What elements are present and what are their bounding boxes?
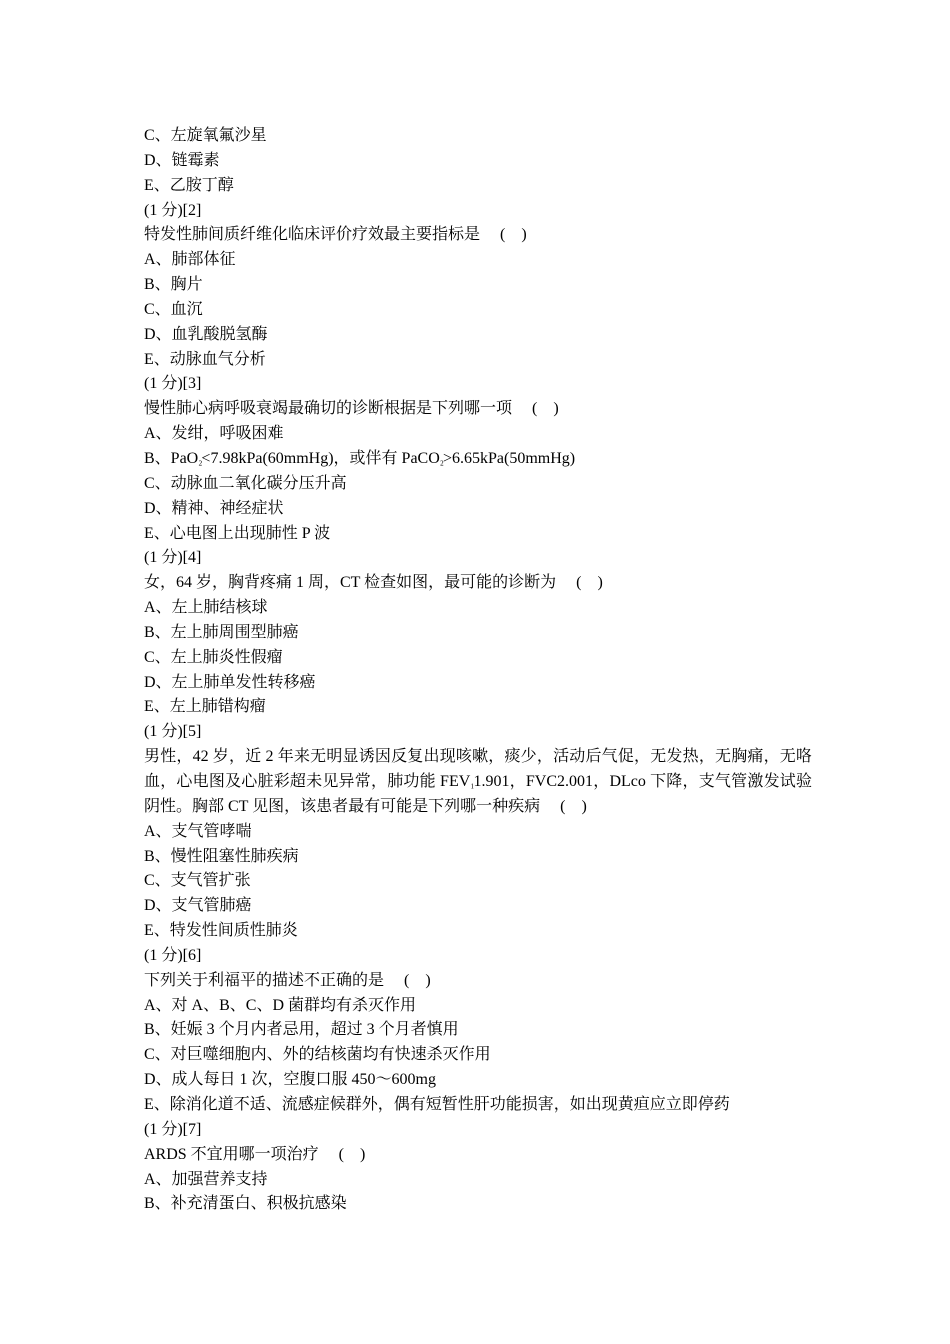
- question-stem: ARDS 不宜用哪一项治疗 ( ): [144, 1145, 366, 1163]
- option-b-text: <7.98kPa(60mmHg)，或伴有 PaCO: [201, 450, 440, 468]
- option-e: E、心电图上出现肺性 P 波: [144, 524, 331, 542]
- question-score: (1 分)[7]: [144, 1120, 202, 1138]
- option-e: E、特发性间质性肺炎: [144, 922, 298, 940]
- option-d: D、血乳酸脱氢酶: [144, 325, 268, 343]
- option-d: D、链霉素: [144, 151, 220, 169]
- option-b: [144, 447, 824, 472]
- option-a: A、支气管哮喘: [144, 822, 252, 840]
- question-score: (1 分)[2]: [144, 201, 202, 219]
- option-d: D、左上肺单发性转移癌: [144, 673, 316, 691]
- question-score: (1 分)[3]: [144, 375, 202, 393]
- option-b: B、补充清蛋白、积极抗感染: [144, 1195, 347, 1213]
- option-d: D、支气管肺癌: [144, 897, 252, 915]
- question-stem-text: 1.901，FVC2.001，DLco 下降，支气管激发试验阴性。胸部 CT 见图，该患者最有可能是下列哪一种疾病 ( ): [144, 773, 813, 815]
- option-c: C、支气管扩张: [144, 872, 251, 890]
- option-b-text: B、PaO: [144, 450, 199, 468]
- option-a: A、肺部体征: [144, 251, 236, 269]
- option-c: C、左上肺炎性假瘤: [144, 648, 283, 666]
- option-a: A、左上肺结核球: [144, 599, 268, 617]
- option-b-text: >6.65kPa(50mmHg): [442, 450, 576, 468]
- subscript-glyph: ₂: [198, 451, 202, 466]
- option-e: E、动脉血气分析: [144, 350, 266, 368]
- option-e: E、左上肺错构瘤: [144, 698, 266, 716]
- question-stem: 女，64 岁，胸背疼痛 1 周，CT 检查如图，最可能的诊断为 ( ): [144, 574, 603, 592]
- question-list: [144, 124, 824, 1217]
- question-stem: 特发性肺间质纤维化临床评价疗效最主要指标是 ( ): [144, 226, 527, 244]
- question-score: (1 分)[5]: [144, 723, 202, 741]
- option-b: B、胸片: [144, 276, 203, 294]
- option-d: D、精神、神经症状: [144, 499, 284, 517]
- option-e: E、除消化道不适、流感症候群外，偶有短暂性肝功能损害，如出现黄疸应立即停药: [144, 1096, 730, 1113]
- question-stem: 下列关于利福平的描述不正确的是 ( ): [144, 971, 431, 989]
- option-a: A、发绀，呼吸困难: [144, 425, 284, 443]
- option-c: C、动脉血二氧化碳分压升高: [144, 474, 347, 492]
- option-a: A、对 A、B、C、D 菌群均有杀灭作用: [144, 996, 417, 1014]
- option-c: C、对巨噬细胞内、外的结核菌均有快速杀灭作用: [144, 1046, 491, 1064]
- option-c: C、血沉: [144, 300, 203, 318]
- option-e: E、乙胺丁醇: [144, 176, 234, 194]
- question-score: (1 分)[4]: [144, 549, 202, 567]
- option-b: B、妊娠 3 个月内者忌用，超过 3 个月者慎用: [144, 1021, 459, 1039]
- option-b: B、慢性阻塞性肺疾病: [144, 847, 299, 865]
- subscript-glyph: ₂: [439, 451, 443, 466]
- question-stem: 慢性肺心病呼吸衰竭最确切的诊断根据是下列哪一项 ( ): [144, 400, 559, 418]
- question-stem: [144, 745, 812, 820]
- option-a: A、加强营养支持: [144, 1170, 268, 1188]
- option-d: D、成人每日 1 次，空腹口服 450～600mg: [144, 1071, 437, 1089]
- option-c: C、左旋氧氟沙星: [144, 127, 267, 144]
- subscript-glyph: ₁: [470, 774, 474, 789]
- option-b: B、左上肺周围型肺癌: [144, 623, 299, 641]
- question-score: (1 分)[6]: [144, 946, 202, 964]
- question-stem-text: 男性，42 岁，近 2 年来无明显诱因反复出现咳嗽，痰少，活动后气促，无发热，无胸痛，无咯血，心电图及心脏彩超未见异常，肺功能 FEV: [144, 748, 812, 791]
